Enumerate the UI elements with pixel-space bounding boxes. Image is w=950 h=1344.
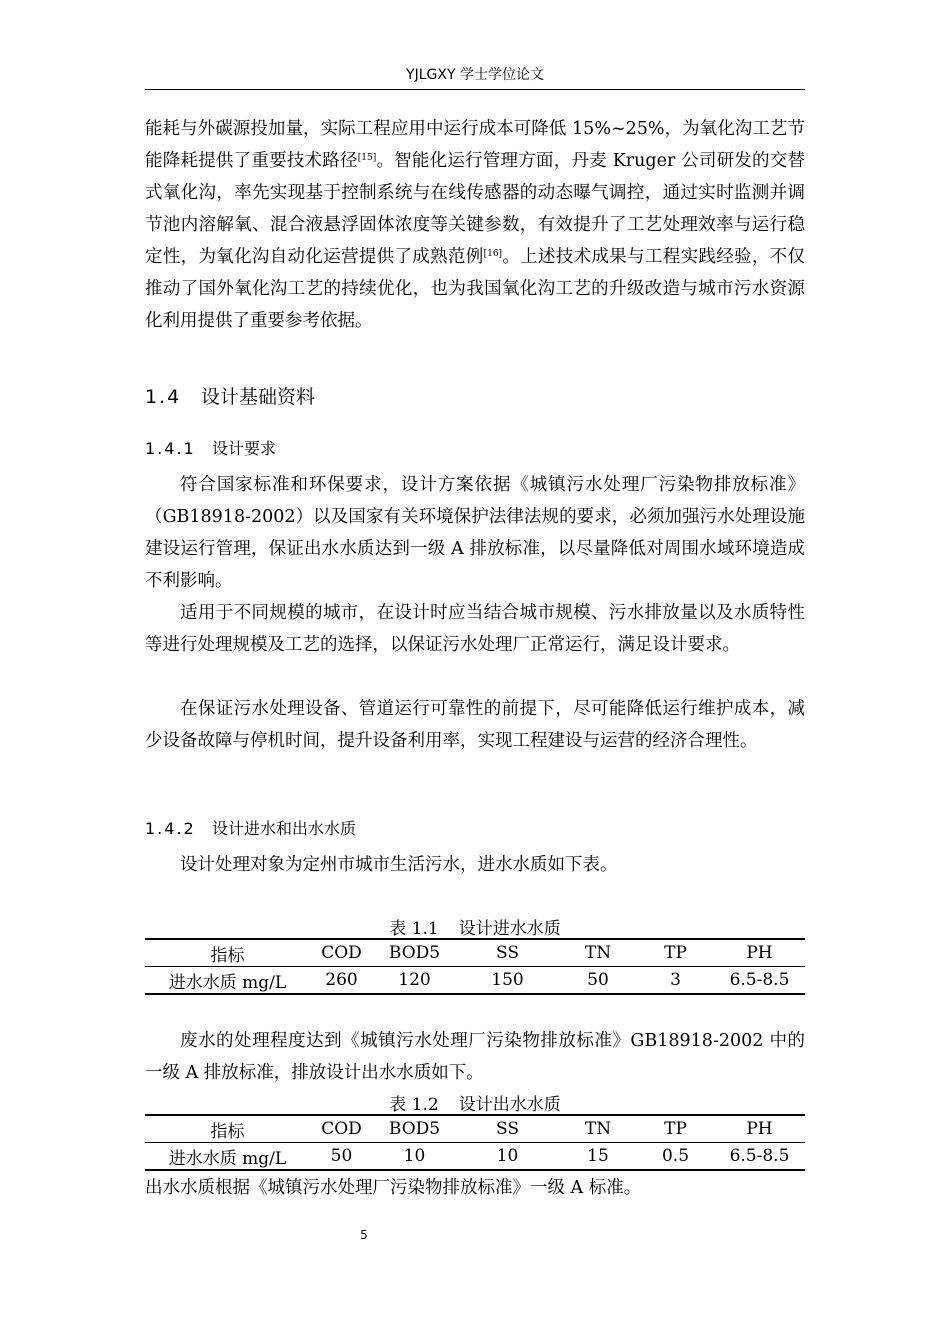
header-cell: COD <box>310 939 373 967</box>
caption-title: 设计出水水质 <box>458 1095 561 1115</box>
effluent-quality-table <box>145 1114 805 1171</box>
header-cell: SS <box>456 1115 559 1143</box>
table-cell: 50 <box>559 967 637 995</box>
header-cell: PH <box>714 1115 805 1143</box>
header-cell: TP <box>637 939 714 967</box>
intro-paragraph <box>145 113 805 337</box>
table-cell: 进水水质 mg/L <box>145 967 310 995</box>
requirement-paragraph-2: 适用于不同规模的城市，在设计时应当结合城市规模、污水排放量以及水质特性等进行处理规模及工艺的选择，以保证污水处理厂正常运行，满足设计要求。 <box>145 603 805 655</box>
header-cell: COD <box>310 1115 373 1143</box>
table-cell: 10 <box>373 1143 456 1171</box>
page-number: 5 <box>360 1228 368 1242</box>
header-cell: 指标 <box>145 939 310 967</box>
section-title: 设计要求 <box>212 439 277 458</box>
caption-number: 表 1.2 <box>389 1095 439 1115</box>
header-cell: TP <box>637 1115 714 1143</box>
influent-quality-table <box>145 938 805 995</box>
table-cell: 10 <box>456 1143 559 1171</box>
page-header: YJLGXY 学士学位论文 <box>406 67 544 83</box>
header-cell: SS <box>456 939 559 967</box>
intro-text-b: 。智能化运行管理方面，丹麦 Kruger 公司研发的交替式氧化沟，率先实现基于控制系统与在线传感器的动态曝气调控，通过实时监测并调节池内溶解氧、混合液悬浮固体浓度等关键参数，有效提升了工艺处理效率与运行稳定性，为氧化沟自动化运营提供了成熟范例 <box>145 151 805 267</box>
table-cell: 6.5-8.5 <box>714 1143 805 1171</box>
table-header-row <box>145 1115 805 1143</box>
table-cell: 260 <box>310 967 373 995</box>
section-title: 设计进水和出水水质 <box>212 819 357 838</box>
table-cell: 120 <box>373 967 456 995</box>
table-1-caption <box>145 914 805 939</box>
section-number: 1.4 <box>145 386 182 408</box>
header-cell: 指标 <box>145 1115 310 1143</box>
citation-16: [16] <box>483 249 503 259</box>
header-cell: TN <box>559 1115 637 1143</box>
header-cell: PH <box>714 939 805 967</box>
table-cell: 进水水质 mg/L <box>145 1143 310 1171</box>
effluent-standard-note: 出水水质根据《城镇污水处理厂污染物排放标准》一级 A 标准。 <box>145 1178 642 1198</box>
requirement-paragraph-3: 在保证污水处理设备、管道运行可靠性的前提下，尽可能降低运行维护成本，减少设备故障与停机时间，提升设备利用率，实现工程建设与运营的经济合理性。 <box>145 699 805 751</box>
table-row <box>145 967 805 995</box>
table-cell: 50 <box>310 1143 373 1171</box>
requirement-paragraph-1: 符合国家标准和环保要求，设计方案依据《城镇污水处理厂污染物排放标准》（GB18918-2002）以及国家有关环境保护法律法规的要求，必须加强污水处理设施建设运行管理，保证出水水质达到一级 A 排放标准，以尽量降低对周围水域环境造成不利影响。 <box>145 475 805 591</box>
header-cell: BOD5 <box>373 1115 456 1143</box>
header-cell: BOD5 <box>373 939 456 967</box>
table-cell: 6.5-8.5 <box>714 967 805 995</box>
section-heading-1-4 <box>145 382 315 409</box>
section-title: 设计基础资料 <box>201 386 316 408</box>
table-header-row <box>145 939 805 967</box>
header-rule <box>145 89 805 90</box>
table-cell: 150 <box>456 967 559 995</box>
section-heading-1-4-2 <box>145 816 356 839</box>
intro-text-c: 。上述技术成果与工程实践经验，不仅推动了国外氧化沟工艺的持续优化，也为我国氧化沟工艺的升级改造与城市污水资源化利用提供了重要参考依据。 <box>145 247 805 331</box>
table-2-caption <box>145 1090 805 1115</box>
caption-title: 设计进水水质 <box>458 919 561 939</box>
water-quality-intro: 设计处理对象为定州市城市生活污水，进水水质如下表。 <box>180 855 618 875</box>
header-cell: TN <box>559 939 637 967</box>
table-cell: 0.5 <box>637 1143 714 1171</box>
intro-text-a: 能耗与外碳源投加量，实际工程应用中运行成本可降低 15%~25%，为氧化沟工艺节能降耗提供了重要技术路径 <box>145 119 805 171</box>
section-number: 1.4.2 <box>145 819 196 838</box>
citation-15: [15] <box>357 153 377 163</box>
table-cell: 15 <box>559 1143 637 1171</box>
effluent-intro-paragraph: 废水的处理程度达到《城镇污水处理厂污染物排放标准》GB18918-2002 中的一级 A 排放标准，排放设计出水水质如下。 <box>145 1031 805 1083</box>
section-number: 1.4.1 <box>145 439 196 458</box>
section-heading-1-4-1 <box>145 436 276 459</box>
table-cell: 3 <box>637 967 714 995</box>
caption-number: 表 1.1 <box>389 919 439 939</box>
table-row <box>145 1143 805 1171</box>
